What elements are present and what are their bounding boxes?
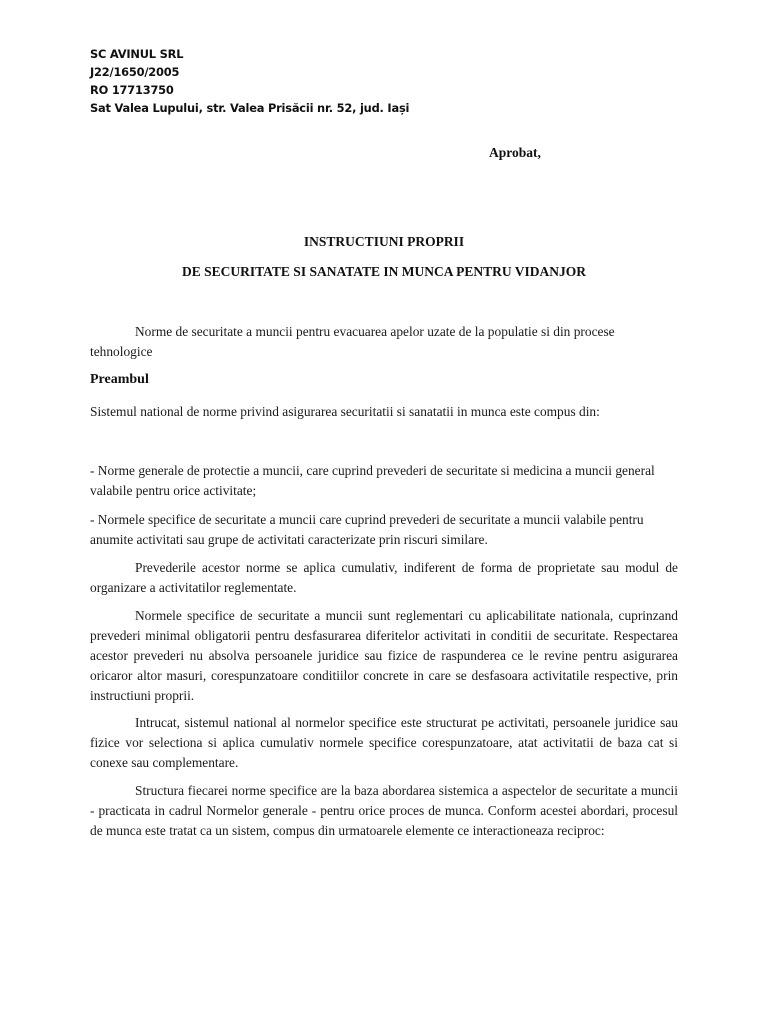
company-name: SC AVINUL SRL [90, 47, 184, 61]
paragraph-text: Structura fiecarei norme specifice are la baza abordarea sistemica a aspectelor de securitate a muncii - practicata in cadrul Normelor generale - pentru orice proces de munca. Conform acestei abordari, procesul de munca este tratat ca un sistem, compus din urmatoarele elemente ce interactioneaza reciproc: [90, 783, 678, 838]
paragraph-2 [90, 461, 678, 501]
paragraph-text: Sistemul national de norme privind asigurarea securitatii si sanatatii in munca este compus din: [90, 404, 600, 419]
paragraph-5 [90, 606, 678, 706]
paragraph-text: - Normele specifice de securitate a muncii care cuprind prevederi de securitate a muncii valabile pentru anumite activitati sau grupe de activitati caracterizate prin riscuri similare. [90, 512, 644, 547]
company-address: Sat Valea Lupului, str. Valea Prisăcii nr. 52, jud. Iași [90, 101, 410, 115]
paragraph-4 [90, 558, 678, 598]
document-title-line2: DE SECURITATE SI SANATATE IN MUNCA PENTRU VIDANJOR [182, 264, 586, 279]
approval-label: Aprobat, [489, 145, 541, 160]
preamble-heading: Preambul [90, 372, 149, 387]
company-registry: J22/1650/2005 [90, 65, 180, 79]
paragraph-text: - Norme generale de protectie a muncii, care cuprind prevederi de securitate si medicina a muncii general valabile pentru orice activitate; [90, 463, 655, 498]
paragraph-text: Normele specifice de securitate a muncii sunt reglementari cu aplicabilitate nationala, cuprinzand prevederi minimal obligatorii pentru desfasurarea diferitelor activitati in conditii de securitate. Respectarea acestor prevederi nu absolva persoanele juridice sau fizice de raspunderea ce le revine pentru asigurarea oricaror altor masuri, corespunzatoare conditiilor concrete in care se desfasoara activitatile respective, prin instructiuni proprii. [90, 608, 678, 703]
company-header [90, 45, 409, 117]
company-fiscal-code: RO 17713750 [90, 83, 174, 97]
paragraph-text: Intrucat, sistemul national al normelor specifice este structurat pe activitati, persoanele juridice sau fizice vor selectiona si aplica cumulativ normele specifice corespunzatoare, atat activitatii de baza cat si conexe sau complementare. [90, 715, 678, 770]
paragraph-6 [90, 713, 678, 773]
paragraph-7 [90, 781, 678, 841]
intro-text: Norme de securitate a muncii pentru evacuarea apelor uzate de la populatie si din procese tehnologice [90, 324, 615, 359]
paragraph-text: Prevederile acestor norme se aplica cumulativ, indiferent de forma de proprietate sau modul de organizare a activitatilor reglementate. [90, 560, 678, 595]
paragraph-1 [90, 402, 678, 422]
paragraph-3 [90, 510, 678, 550]
document-title-line1: INSTRUCTIUNI PROPRII [303, 234, 465, 249]
intro-paragraph [90, 322, 678, 362]
